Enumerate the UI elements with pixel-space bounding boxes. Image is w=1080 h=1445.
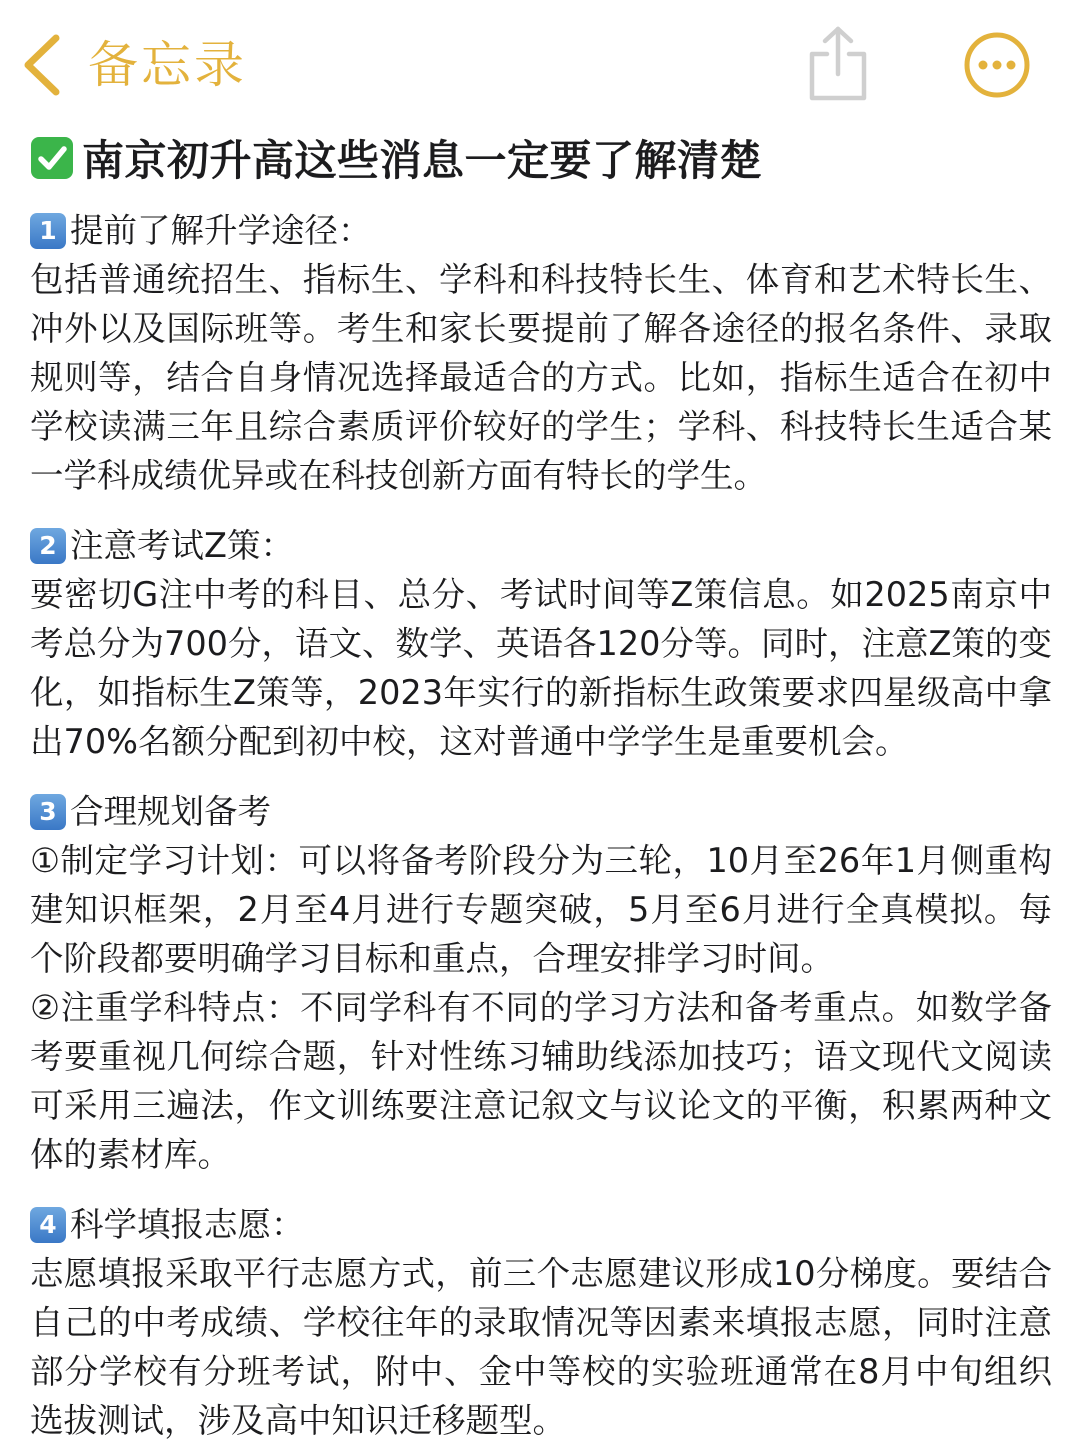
share-icon [806, 24, 870, 104]
section-heading [30, 787, 1052, 836]
back-button[interactable] [22, 30, 247, 100]
section-heading-text: 注意考试Z策： [70, 526, 294, 565]
section-paragraph: 包括普通统招生、指标生、学科和科技特长生、体育和艺术特长生、冲外以及国际班等。考生和家长要提前了解各途径的报名条件、录取规则等，结合自身情况选择最适合的方式。比如，指标生适合在初中学校读满三年且综合素质评价较好的学生；学科、科技特长生适合某一学科成绩优异或在科技创新方面有特长的学生。 [30, 260, 1052, 495]
note-title: 南京初升高这些消息一定要了解清楚 [82, 136, 763, 185]
section-paragraph: 要密切G注中考的科目、总分、考试时间等Z策信息。如2025南京中考总分为700分，语文、数学、英语各120分等。同时，注意Z策的变化，如指标生Z策等，2023年实行的新指标生政策要求四星级高中拿出70%名额分配到初中校，这对普通中学学生是重要机会。 [30, 575, 1052, 761]
section-heading-text: 合理规划备考 [70, 792, 271, 831]
section-1 [30, 206, 1052, 500]
more-icon [962, 30, 1032, 100]
share-button[interactable] [806, 24, 870, 104]
section-heading [30, 521, 1052, 570]
check-mark-button-icon [30, 136, 74, 180]
section-heading-text: 提前了解升学途径： [70, 211, 372, 250]
section-4 [30, 1200, 1052, 1445]
back-label: 备忘录 [88, 36, 247, 94]
section-heading-text: 科学填报志愿： [70, 1205, 305, 1244]
note-title-row [30, 128, 1052, 188]
section-3 [30, 787, 1052, 1179]
keycap-4-icon: 4 [30, 1207, 66, 1243]
keycap-2-icon: 2 [30, 528, 66, 564]
section-paragraph: 志愿填报采取平行志愿方式，前三个志愿建议形成10分梯度。要结合自己的中考成绩、学校往年的录取情况等因素来填报志愿，同时注意部分学校有分班考试，附中、金中等校的实验班通常在8月中旬组织选拔测试，涉及高中知识迁移题型。 [30, 1254, 1052, 1440]
navigation-bar [0, 0, 1080, 125]
chevron-left-icon [22, 34, 62, 96]
section-paragraph: ②注重学科特点：不同学科有不同的学习方法和备考重点。如数学备考要重视几何综合题，针对性练习辅助线添加技巧；语文现代文阅读可采用三遍法，作文训练要注意记叙文与议论文的平衡，积累两种文体的素材库。 [30, 988, 1052, 1174]
section-2 [30, 521, 1052, 766]
note-body[interactable] [30, 128, 1052, 1445]
keycap-1-icon: 1 [30, 213, 66, 249]
section-heading [30, 1200, 1052, 1249]
section-paragraph: ①制定学习计划：可以将备考阶段分为三轮，10月至26年1月侧重构建知识框架，2月至4月进行专题突破，5月至6月进行全真模拟。每个阶段都要明确学习目标和重点，合理安排学习时间。 [30, 841, 1052, 978]
more-options-button[interactable] [962, 30, 1032, 100]
section-heading [30, 206, 1052, 255]
keycap-3-icon: 3 [30, 794, 66, 830]
